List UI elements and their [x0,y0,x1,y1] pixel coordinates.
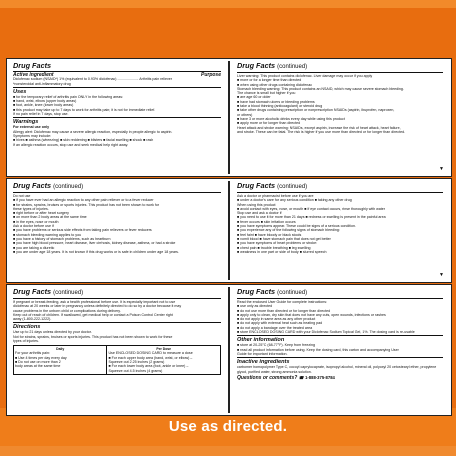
text-line: If an allergic reaction occurs, stop use and seek medical help right away. [13,142,129,147]
text-line: ■ do not apply in same area as any other product [237,317,316,322]
text-line: away (1-800-222-1222). [13,317,52,322]
questions-phone: 1-888-375-8784 [305,374,335,380]
warnings-heading: Warnings [13,117,221,125]
warnings-continued-list [237,74,443,134]
drug-facts-title [237,62,443,73]
text-line: Guide for important information. [237,351,288,356]
directions-list [13,330,221,343]
text-line: ■ more or for a longer time than directed [237,78,302,83]
pregnancy-list [13,300,221,321]
text-line: body areas at the same time [15,364,61,369]
text-line: ■ fever occurs ■ skin irritation occurs [237,219,296,224]
text-line: ■ you are taking a diuretic [13,245,55,250]
panel-3-left-column [9,287,225,413]
text-line: ■ for strains, sprains, bruises or sports injuries. This product has not been shown to work for [13,202,160,207]
text-line: ■ you need to use it for more than 21 days ■ redness or swelling is present in the painful area [237,215,386,220]
panel-divider [228,287,230,413]
uses-heading: Uses [13,87,221,95]
daily-list [15,351,105,368]
per-dose-list [108,351,219,372]
drug-facts-panel-3 [6,284,452,416]
ask-doctor-list [237,194,443,254]
drug-facts-title [13,182,221,193]
title-text: Drug Facts [237,61,276,70]
text-line: ■ you have symptoms appear. These could be signs of a serious condition. [237,224,356,229]
text-line: ■ do not apply with external heat such as heating pad [237,321,323,326]
text-line: Stomach bleeding warning: This product contains an NSAID, which may cause severe stomach bleeding. [237,86,404,91]
other-information-list [237,343,443,356]
text-line: Liver warning: This product contains diclofenac. Liver damage may occur if you apply [237,74,373,78]
drug-facts-title [13,288,221,299]
panel-divider [228,61,230,174]
text-line: ■ have had stomach ulcers or bleeding problems [237,99,315,104]
text-line: or others) [237,112,253,117]
drug-facts-panel-1 [6,58,452,177]
ingredient-line: Diclofenac sodium (NSAID*) 1% (equivalent to 0.93% diclofenac) ..................... Arthritis pain reliever [13,77,172,82]
text-line: ■ have 3 or more alcoholic drinks every day while using this product [237,116,345,121]
text-line: ■ hives ■ asthma (wheezing) ■ skin reddening ■ blisters ■ facial swelling ■ shock ■ rash [13,138,154,143]
panel-1-left-column [9,61,225,174]
text-line: ■ weakness in one part or side of body ■ slurred speech [237,249,327,254]
text-line: ■ chest pain ■ trouble breathing ■ leg swelling [237,245,311,250]
text-line: ■ do not apply a bandage over the treated area [237,325,313,330]
text-line: ■ are age 60 or older [237,95,271,100]
dosing-table-daily-column [14,346,107,373]
text-line: ■ apply more or for longer than directed [237,121,301,126]
text-line: ■ in the eyes, nose or mouth [13,219,59,224]
continued-label: (continued) [277,290,308,296]
panel-3-right-column [233,287,447,413]
text-line: Do not use [13,194,31,198]
text-line: ■ stomach bleeding warning applies to you [13,232,82,237]
title-text: Drug Facts [237,181,276,190]
bottom-stripe [0,446,456,456]
continue-arrow-icon: ▼ [439,272,444,278]
text-line: When using this product [237,202,276,207]
text-line: ■ you experience any of the following signs of stomach bleeding: [237,228,340,233]
warnings-subheading: For external use only [13,125,50,130]
dosing-table [13,345,221,374]
inactive-ingredients-heading: Inactive ingredients [237,357,443,365]
text-line: Squeeze out 2.25 inches (2 grams) [108,359,165,364]
continued-label: (continued) [277,64,308,70]
text-line: ■ foot, ankle, knee (lower body areas) [13,103,74,108]
inactive-ingredients-text: carbomer homopolymer Type C, cocoyl caprylocaprate, isopropyl alcohol, mineral oil, polyoxyl 20 cetostearyl ether, propylene glycol, purified water, strong ammonia solution. [237,365,437,374]
active-ingredient-heading: Active ingredient [13,72,54,78]
text-line: ■ Use 4 times per day every day [15,355,67,360]
questions-line [237,375,443,381]
text-line: ■ take a blood thinning (anticoagulant) or steroid drug [237,104,323,109]
panel-1-right-column [233,61,447,174]
purpose-heading: Purpose [200,72,221,78]
text-line: ■ under a doctor's care for any serious condition ■ taking any other drug [237,198,352,203]
continue-arrow-icon: ▼ [439,166,444,172]
text-line: ■ right before or after heart surgery [13,211,69,216]
ingredient-note: *nonsteroidal anti-inflammatory drug [13,81,71,86]
text-line: ■ you have symptoms of heart problems or stroke: [237,241,318,246]
per-dose-header: Per Dose [156,347,172,352]
text-line: Allergy alert: Diclofenac may cause a severe allergic reaction, especially in people allergic to aspirin. [13,129,173,134]
title-text: Drug Facts [13,181,52,190]
text-line: ■ use only as directed [237,304,273,309]
drug-facts-panel-2 [6,178,452,283]
questions-heading: Questions or comments? [237,374,298,381]
text-line: Read the enclosed User Guide for complete instructions: [237,300,328,304]
drug-facts-title [237,182,443,193]
text-line: ■ you are under age 18 years. It is not known if this drug works or is safe in children under age 18 years. [13,249,179,254]
daily-header: Daily [56,347,65,352]
text-line: ■ apply only to clean, dry skin that does not have any cuts, open wounds, infections or rashes [237,312,386,317]
uses-list [13,95,221,116]
text-line: Use up to 21 days unless directed by your doctor. [13,330,92,335]
text-line: Stop use and ask a doctor if [237,211,282,216]
text-line: Ask a doctor or pharmacist before use if you are [237,194,314,198]
text-line: ■ on more than 2 body areas at the same time [13,215,87,220]
continued-label: (continued) [277,184,308,190]
text-line: and stroke. These can be fatal. The risk is higher if you use more than directed or for longer than directed. [237,129,406,134]
dosing-table-per-dose-column [107,346,220,373]
title-text: Drug Facts [13,287,52,296]
warnings-list [13,130,221,147]
text-line: ■ if you have ever had an allergic reaction to any other pain reliever or to a fever reducer [13,198,154,203]
text-line: Not for strains, sprains, bruises or sports injuries. This product has not been shown to work for these [13,334,173,339]
drug-facts-title: Drug Facts [13,62,221,72]
drug-facts-title [237,288,443,299]
text-line: ■ you have problems or serious side effects from taking pain relievers or fever reducers [13,228,152,233]
text-line: If pregnant or breast-feeding, ask a health professional before use. It is especially important not to use [13,300,176,304]
text-line: ■ this product may take up to 7 days to work for arthritis pain; it is not for immediate relief. [13,107,156,112]
phone-icon: ☎ [298,374,304,380]
instructions-list [237,300,443,334]
text-line: For your arthritis pain: [15,351,50,356]
caption: Use as directed. [168,418,288,435]
text-line: Keep out of reach of children. If swallowed, get medical help or contact a Poison Control Center right [13,312,173,317]
text-line: ■ For each lower body area (foot, ankle or knee) – [108,364,189,369]
text-line: ■ avoid contact with eyes, nose, or mouth ■ if eye contact occurs, rinse thoroughly with water [237,206,385,211]
text-line: ■ For each upper body area (hand, wrist, or elbow) – [108,355,193,360]
continued-label: (continued) [53,184,84,190]
text-line: ■ do not use more than directed or for longer than directed [237,308,331,313]
panel-2-left-column [9,181,225,280]
text-line: ■ take other drugs containing prescription or nonprescription NSAIDs (aspirin, ibuprofen, naproxen, [237,108,395,113]
text-line: ■ when using other drugs containing diclofenac [237,82,313,87]
text-line: Squeeze out 4.5 inches (4 grams) [108,368,163,373]
continued-label: (continued) [53,290,84,296]
text-line: ■ read all product information before using. Keep the dosing card, this carton and accompanying User [237,347,399,352]
text-line: ■ vomit blood ■ have stomach pain that does not get better [237,236,331,241]
text-line: Use ENCLOSED DOSING CARD to measure a dose [108,351,193,356]
text-line: these types of injuries. [13,206,49,211]
do-not-use-list [13,194,221,254]
text-line: The chance is small but higher if you [237,91,296,96]
panel-2-right-column [233,181,447,280]
text-line: ■ feel faint ■ have bloody or black stools [237,232,302,237]
text-line: ■ for the temporary relief of arthritis pain ONLY in the following areas: [13,94,124,99]
text-line: ■ Do not use on more than 2 [15,359,61,364]
text-line: cause problems in the unborn child or complications during delivery. [13,308,121,313]
text-line: Ask a doctor before use if [13,224,54,229]
panel-divider [228,181,230,280]
other-information-heading: Other information [237,335,443,343]
text-line: ■ hand, wrist, elbow (upper body areas) [13,99,77,104]
text-line: ■ store ENCLOSED DOSING CARD with your Diclofenac Sodium Topical Gel, 1%. The dosing card is re-usable [237,330,415,335]
directions-heading: Directions [13,322,221,330]
text-line: ■ you have high blood pressure, heart disease, liver cirrhosis, kidney disease, asthma, or had a stroke [13,241,176,246]
text-line: diclofenac at 20 weeks or later in pregnancy unless definitely directed to do so by a doctor because it may [13,304,182,309]
text-line: Heart attack and stroke warning: NSAIDs, except aspirin, increase the risk of heart attack, heart failure, [237,125,401,130]
text-line: ■ store at 20-25°C (68-77°F). Keep from freezing [237,343,315,348]
text-line: ■ you have a history of stomach problems, such as heartburn [13,236,111,241]
text-line: types of injuries. [13,339,39,344]
text-line: Symptoms may include: [13,133,52,138]
text-line: If no pain relief in 7 days, stop use. [13,112,69,117]
title-text: Drug Facts [237,287,276,296]
